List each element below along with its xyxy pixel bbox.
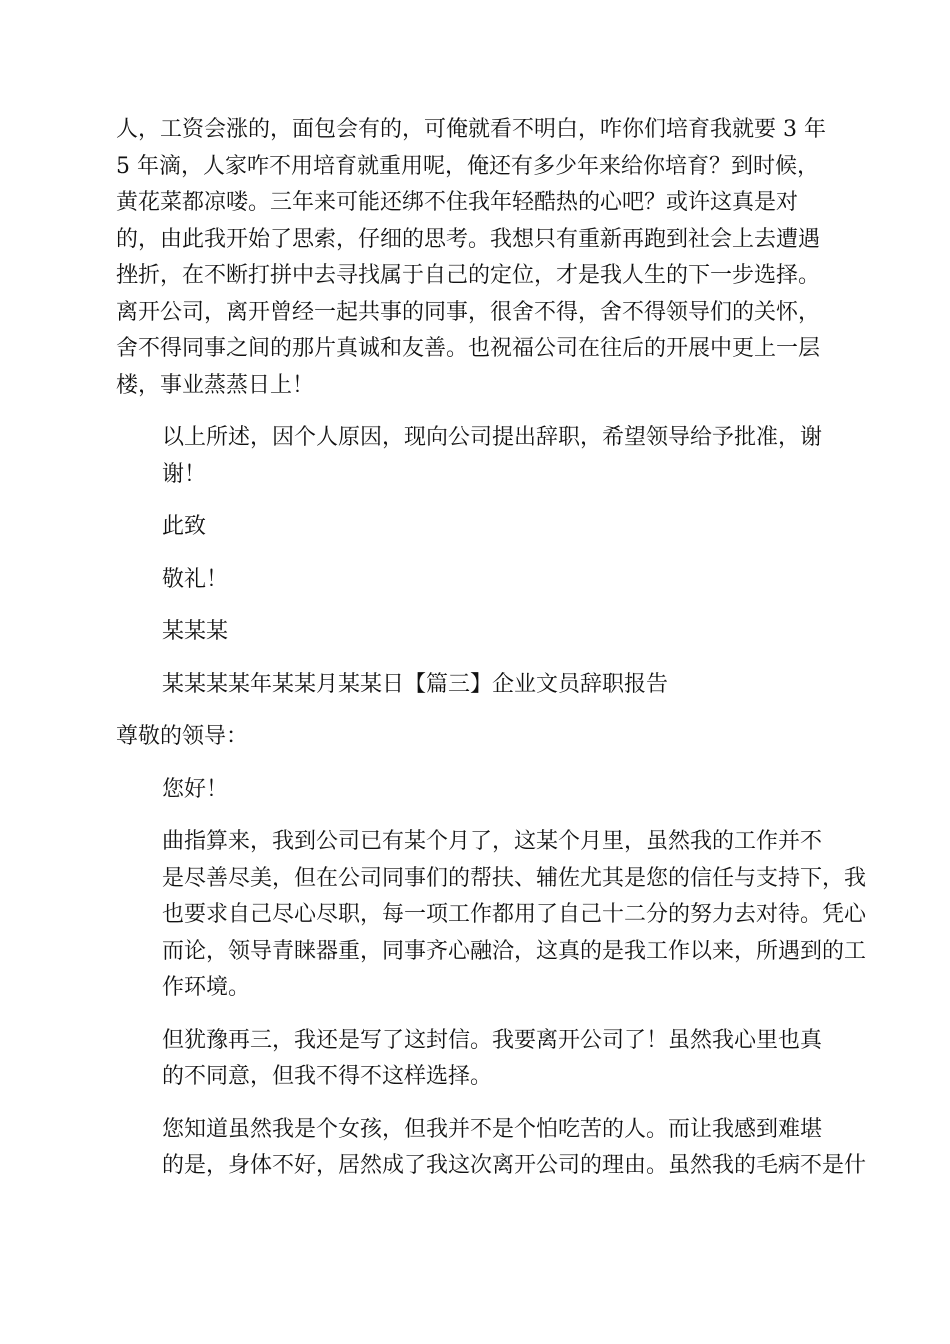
text-line: 5 年滴，人家咋不用培育就重用呢，俺还有多少年来给你培育？到时候， <box>116 153 819 179</box>
text-line: 也要求自己尽心尽职，每一项工作都用了自己十二分的努力去对待。凭心 <box>162 902 867 927</box>
text-line: 某某某 <box>162 619 229 644</box>
text-line: 作环境。 <box>162 975 251 1000</box>
text-line: 是尽善尽美，但在公司同事们的帮扶、辅佐尤其是您的信任与支持下，我 <box>162 865 867 891</box>
text-line: 但犹豫再三，我还是写了这封信。我要离开公司了！虽然我心里也真 <box>162 1027 823 1053</box>
paragraph <box>116 562 836 599</box>
text-line: 的不同意，但我不得不这样选择。 <box>162 1064 493 1089</box>
text-line: 挫折，在不断打拼中去寻找属于自己的定位，才是我人生的下一步选择。 <box>116 263 821 288</box>
paragraph <box>116 719 836 756</box>
paragraph <box>116 112 836 404</box>
paragraph <box>116 509 836 546</box>
paragraph <box>116 614 836 651</box>
text-line: 人，工资会涨的，面包会有的，可俺就看不明白，咋你们培育我就要 3 年 <box>116 117 826 142</box>
text-line: 的，由此我开始了思索，仔细的思考。我想只有重新再跑到社会上去遭遇 <box>116 226 821 252</box>
text-line: 此致 <box>162 514 207 539</box>
paragraph <box>116 824 867 1007</box>
text-line: 而论，领导青睐器重，同事齐心融洽，这真的是我工作以来，所遇到的工 <box>162 938 867 964</box>
paragraph <box>116 1023 836 1096</box>
text-line: 离开公司，离开曾经一起共事的同事，很舍不得，舍不得领导们的关怀， <box>116 299 821 325</box>
paragraph <box>116 772 836 809</box>
text-line: 您知道虽然我是个女孩，但我并不是个怕吃苦的人。而让我感到难堪 <box>162 1116 823 1142</box>
text-line: 您好！ <box>162 776 229 802</box>
text-line: 曲指算来，我到公司已有某个月了，这某个月里，虽然我的工作并不 <box>162 829 823 854</box>
paragraph <box>116 667 836 704</box>
text-line: 某某某某年某某月某某日【篇三】企业文员辞职报告 <box>162 671 669 697</box>
document-page <box>116 112 867 1201</box>
text-line: 的是，身体不好，居然成了我这次离开公司的理由。虽然我的毛病不是什 <box>162 1153 867 1178</box>
text-line: 谢！ <box>162 461 207 487</box>
text-line: 舍不得同事之间的那片真诚和友善。也祝福公司在往后的开展中更上一层 <box>116 336 821 361</box>
text-line: 敬礼！ <box>162 566 229 592</box>
paragraph <box>116 1112 867 1185</box>
text-line: 楼，事业蒸蒸日上！ <box>116 372 315 398</box>
text-line: 黄花菜都凉喽。三年来可能还绑不住我年轻酷热的心吧？或许这真是对 <box>116 190 799 215</box>
paragraph <box>116 420 836 493</box>
text-line: 尊敬的领导： <box>116 724 249 749</box>
text-line: 以上所述，因个人原因，现向公司提出辞职，希望领导给予批准，谢 <box>162 425 823 450</box>
